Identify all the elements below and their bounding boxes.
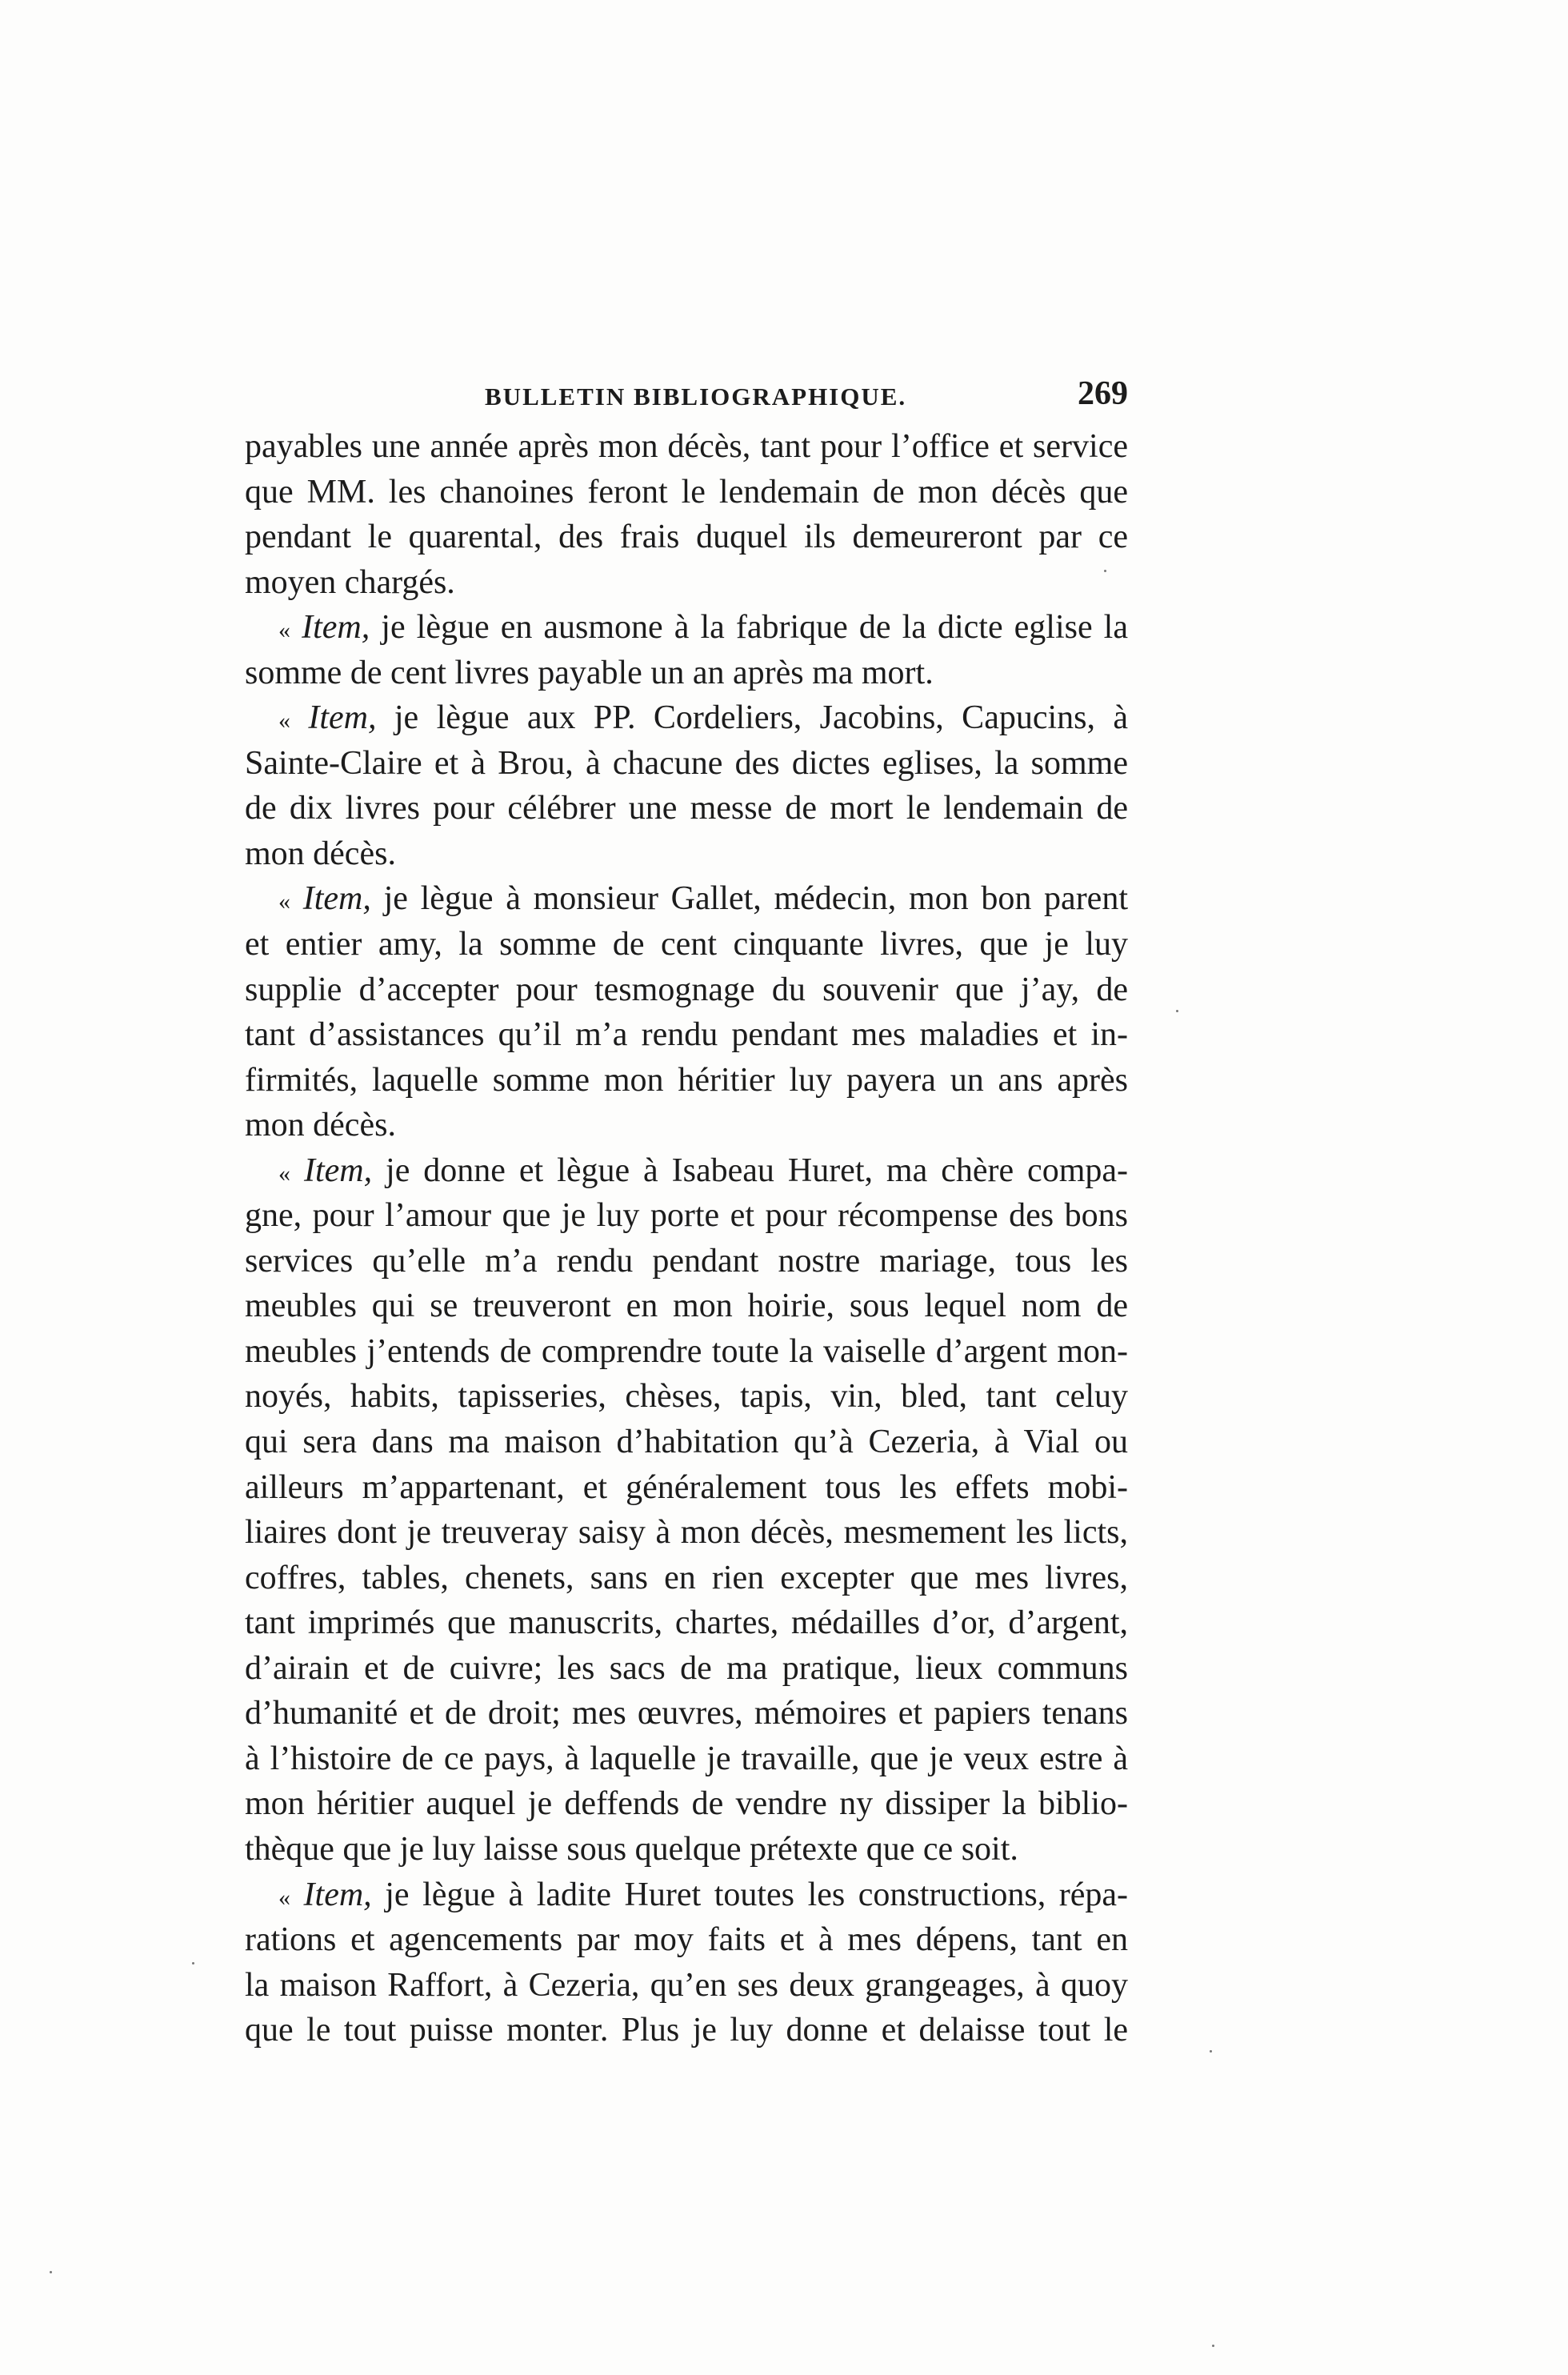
scan-speck [1104, 570, 1106, 572]
text-line: ailleurs m’appartenant, et généralement tous les effets mobi- [245, 1468, 1128, 1506]
text-line: coffres, tables, chenets, sans en rien excepter que mes livres, [245, 1559, 1128, 1596]
item-paragraph-start: « Item, je lègue à monsieur Gallet, médecin, mon bon parent [278, 880, 1128, 918]
text-line: gne, pour l’amour que je luy porte et pour récompense des bons [245, 1197, 1128, 1235]
text-line: qui sera dans ma maison d’habitation qu’à Cezeria, à Vial ou [245, 1424, 1128, 1461]
item-label: Item, [303, 1151, 373, 1189]
text-line: payables une année après mon décès, tant pour l’office et service [245, 428, 1128, 465]
opening-quote: « [278, 617, 290, 644]
text-line: de dix livres pour célébrer une messe de mort le lendemain de [245, 790, 1128, 827]
text-line: d’humanité et de droit; mes œuvres, mémoires et papiers tenans [245, 1695, 1128, 1732]
text-line: mon héritier auquel je deffends de vendre ny dissiper la biblio- [245, 1785, 1128, 1823]
text-line: et entier amy, la somme de cent cinquante livres, que je luy [245, 926, 1128, 963]
paragraph-end-line: mon décès. [245, 1107, 396, 1144]
text-line: firmités, laquelle somme mon héritier luy payera un ans après [245, 1061, 1128, 1099]
text-line: supplie d’accepter pour tesmognage du souvenir que j’ay, de [245, 971, 1128, 1008]
item-label: Item, [303, 1876, 372, 1913]
item-label: Item, [308, 699, 377, 737]
page-number: 269 [1078, 375, 1128, 412]
text-line: que le tout puisse monter. Plus je luy donne et delaisse tout le [245, 2012, 1128, 2049]
scan-speck [50, 2271, 52, 2273]
item-paragraph-start: « Item, je lègue en ausmone à la fabrique de la dicte eglise la [278, 609, 1128, 647]
text-line: liaires dont je treuveray saisy à mon décès, mesmement les licts, [245, 1514, 1128, 1552]
text-line: pendant le quarental, des frais duquel ils demeureront par ce [245, 519, 1128, 556]
item-label: Item, [302, 880, 371, 918]
item-label: Item, [302, 609, 370, 647]
opening-quote: « [278, 707, 290, 735]
text-line: noyés, habits, tapisseries, chèses, tapis, vin, bled, tant celuy [245, 1378, 1128, 1416]
item-paragraph-start: « Item, je lègue aux PP. Cordeliers, Jacobins, Capucins, à [278, 699, 1128, 737]
paragraph-end-line: somme de cent livres payable un an après ma mort. [245, 654, 934, 691]
text-line: d’airain et de cuivre; les sacs de ma pratique, lieux communs [245, 1649, 1128, 1687]
scan-speck [1176, 1010, 1178, 1012]
text-line: rations et agencements par moy faits et à mes dépens, tant en [245, 1921, 1128, 1959]
paragraph-end-line: thèque que je luy laisse sous quelque prétexte que ce soit. [245, 1830, 1018, 1868]
paragraph-end-line: moyen chargés. [245, 563, 455, 601]
text-line: services qu’elle m’a rendu pendant nostre mariage, tous les [245, 1242, 1128, 1280]
text-line: la maison Raffort, à Cezeria, qu’en ses deux grangeages, à quoy [245, 1966, 1128, 2004]
item-paragraph-start: « Item, je donne et lègue à Isabeau Huret, ma chère compa- [278, 1151, 1128, 1189]
body-text [245, 424, 1128, 2053]
scan-speck [1210, 2050, 1212, 2053]
paragraph-end-line: mon décès. [245, 835, 396, 872]
text-line: tant imprimés que manuscrits, chartes, médailles d’or, d’argent, [245, 1604, 1128, 1642]
text-line: tant d’assistances qu’il m’a rendu pendant mes maladies et in- [245, 1016, 1128, 1054]
item-paragraph-start: « Item, je lègue à ladite Huret toutes les constructions, répa- [278, 1876, 1129, 1913]
text-line: Sainte-Claire et à Brou, à chacune des dictes eglises, la somme [245, 744, 1128, 782]
scan-speck [1212, 2345, 1214, 2347]
opening-quote: « [278, 1159, 290, 1187]
text-line: meubles qui se treuveront en mon hoirie, sous lequel nom de [245, 1288, 1128, 1325]
text-line: que MM. les chanoines feront le lendemain de mon décès que [245, 473, 1128, 511]
running-head [248, 373, 1128, 421]
text-line: à l’histoire de ce pays, à laquelle je travaille, que je veux estre à [245, 1740, 1128, 1777]
scan-speck [192, 1962, 194, 1964]
text-line: meubles j’entends de comprendre toute la vaiselle d’argent mon- [245, 1332, 1128, 1370]
running-title: BULLETIN BIBLIOGRAPHIQUE. [485, 382, 907, 411]
opening-quote: « [278, 888, 290, 915]
opening-quote: « [278, 1884, 290, 1911]
